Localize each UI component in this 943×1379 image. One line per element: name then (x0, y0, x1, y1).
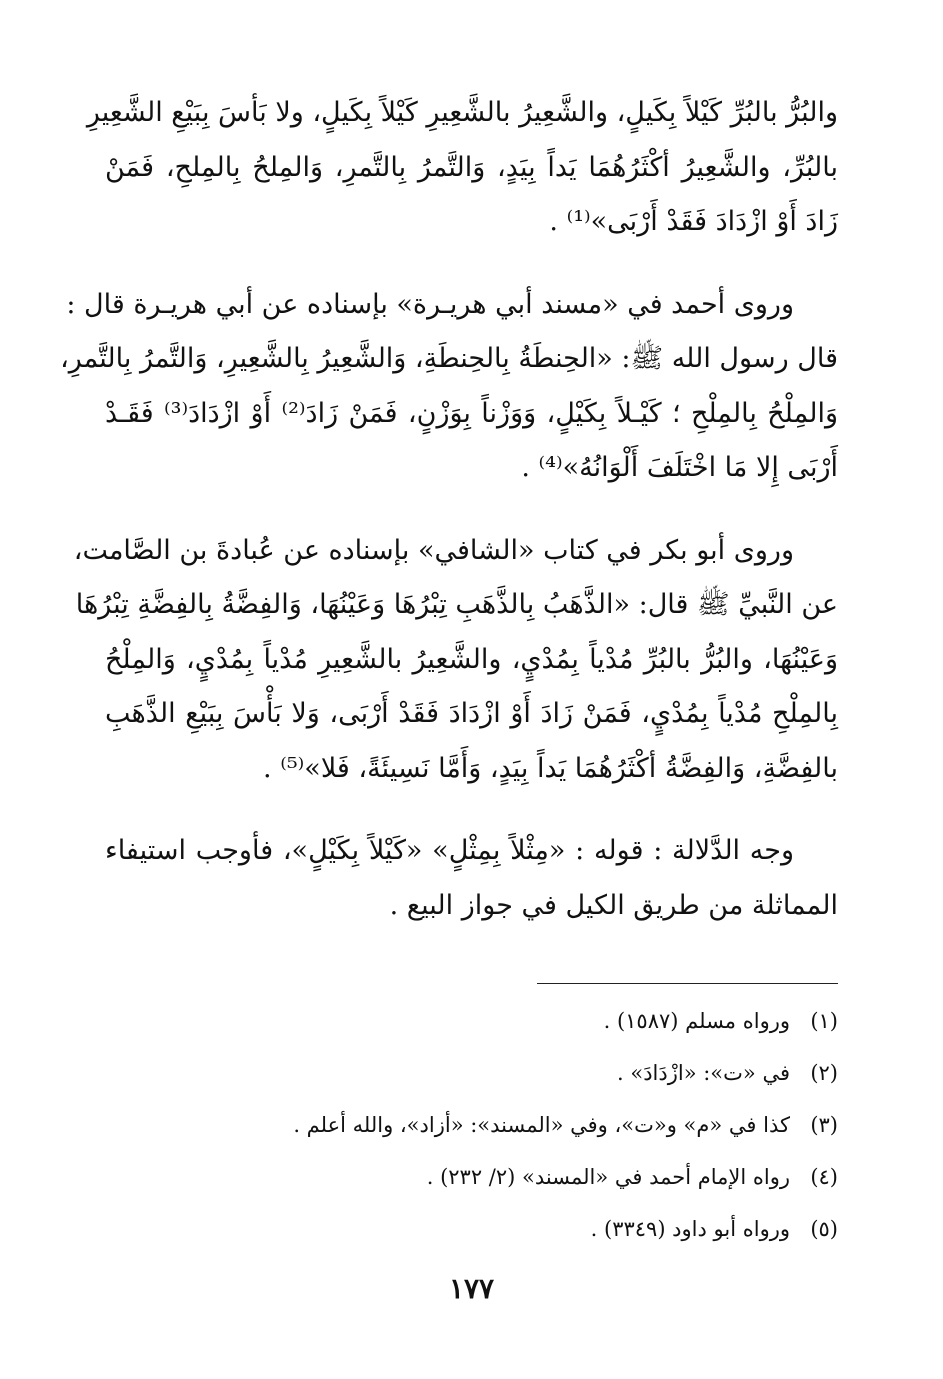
paragraph-3 (73, 524, 838, 797)
footnote-number: (٣) (810, 1113, 838, 1137)
footnote-number: (٥) (810, 1217, 838, 1241)
text-line: وروى أحمد في «مسند أبي هريـرة» بإسناده عن أبي هريـرة قال : (66, 288, 794, 320)
footnote-item (105, 1047, 838, 1099)
footnote-item (105, 995, 838, 1047)
footnote-divider (537, 983, 838, 984)
text-line: بِالمِلْحِ مُدْياً بِمُدْيٍ، فَمَنْ زَادَ أَوْ ازْدَادَ فَقَدْ أَرْبَى، وَلا بَأْسَ بِبَيْعِ الذَّهَبِ (105, 698, 838, 729)
footnote-item (105, 1099, 838, 1151)
text-line: قال رسول الله ﷺ: «الحِنطَةُ بِالحِنطَةِ، وَالشَّعِيرُ بِالشَّعِيرِ، وَالتَّمرُ بِالتَّمرِ، (60, 343, 838, 374)
paragraph-2 (60, 278, 838, 496)
footnote-text: في «ت»: «ازْدَادَ» . (617, 1061, 790, 1085)
text-line: وَعَيْنُهَا، والبُرُّ بالبُرِّ مُدْياً بِمُدْيٍ، والشَّعِيرُ بالشَّعِيرِ مُدْياً بِمُدْيٍ، وَالمِلْحُ (105, 643, 838, 675)
text-line: وجه الدَّلالة : قوله : «مِثْلاً بِمِثْلٍ» «كَيْلاً بِكَيْلٍ»، فأوجب استيفاء (105, 835, 794, 866)
text-line: بالفِضَّةِ، وَالفِضَّةُ أكْثَرُهُمَا يَداً بِيَدٍ، وَأَمَّا نَسِيئَةً، فَلا»⁽⁵⁾ . (263, 752, 838, 784)
footnote-number: (٢) (810, 1061, 838, 1085)
paragraph-4 (105, 824, 838, 933)
text-line: بالبُرِّ، والشَّعِيرُ أكْثَرُهُمَا يَداً بِيَدٍ، وَالتَّمرُ بِالتَّمرِ، وَالمِلحُ بِالمِلحِ، فَمَنْ (105, 151, 838, 183)
footnote-text: ورواه مسلم (١٥٨٧) . (603, 1009, 790, 1033)
text-line: زَادَ أَوْ ازْدَادَ فَقَدْ أَرْبَى»⁽¹⁾ . (549, 206, 838, 237)
text-line: عن النَّبيِّ ﷺ قال: «الذَّهَبُ بِالذَّهَبِ تِبْرُهَا وَعَيْنُهَا، وَالفِضَّةُ بِالفِضَّةِ تِبْرُهَا (75, 589, 838, 620)
text-line: والبُرُّ بالبُرِّ كَيْلاً بِكَيلٍ، والشَّعِيرُ بالشَّعِيرِ كَيْلاً بِكَيلٍ، ولا بَأسَ بِبَيْعِ الشَّعِيرِ (86, 97, 838, 128)
main-text (60, 86, 838, 961)
footnotes (105, 995, 838, 1255)
footnote-text: رواه الإمام أحمد في «المسند» (٢/ ٢٣٢) . (426, 1165, 790, 1189)
page-number: ١٧٧ (448, 1272, 495, 1305)
footnote-text: كذا في «م» و«ت»، وفي «المسند»: «أزاد»، والله أعلم . (293, 1113, 790, 1137)
text-line: المماثلة من طريق الكيل في جواز البيع . (389, 889, 838, 921)
footnote-number: (١) (810, 1009, 838, 1033)
footnote-item (105, 1151, 838, 1203)
footnote-number: (٤) (810, 1165, 838, 1189)
footnote-text: ورواه أبو داود (٣٣٤٩) . (590, 1217, 790, 1241)
text-line: أَرْبَى إِلا مَا اخْتَلَفَ أَلْوَانُهُ»⁽⁴⁾ . (521, 452, 838, 483)
paragraph-1 (86, 86, 838, 250)
text-line: وَالمِلْحُ بِالمِلْحِ ؛ كَيْـلاً بِكَيْلٍ، وَوَزْناً بِوَزْنٍ، فَمَنْ زَادَ⁽²⁾ أَوْ ازْدَادَ⁽³⁾ فَقَـدْ (105, 397, 838, 429)
text-line: وروى أبو بكر في كتاب «الشافي» بإسناده عن عُبادةَ بن الصَّامت، (73, 534, 794, 566)
footnote-item (105, 1203, 838, 1255)
